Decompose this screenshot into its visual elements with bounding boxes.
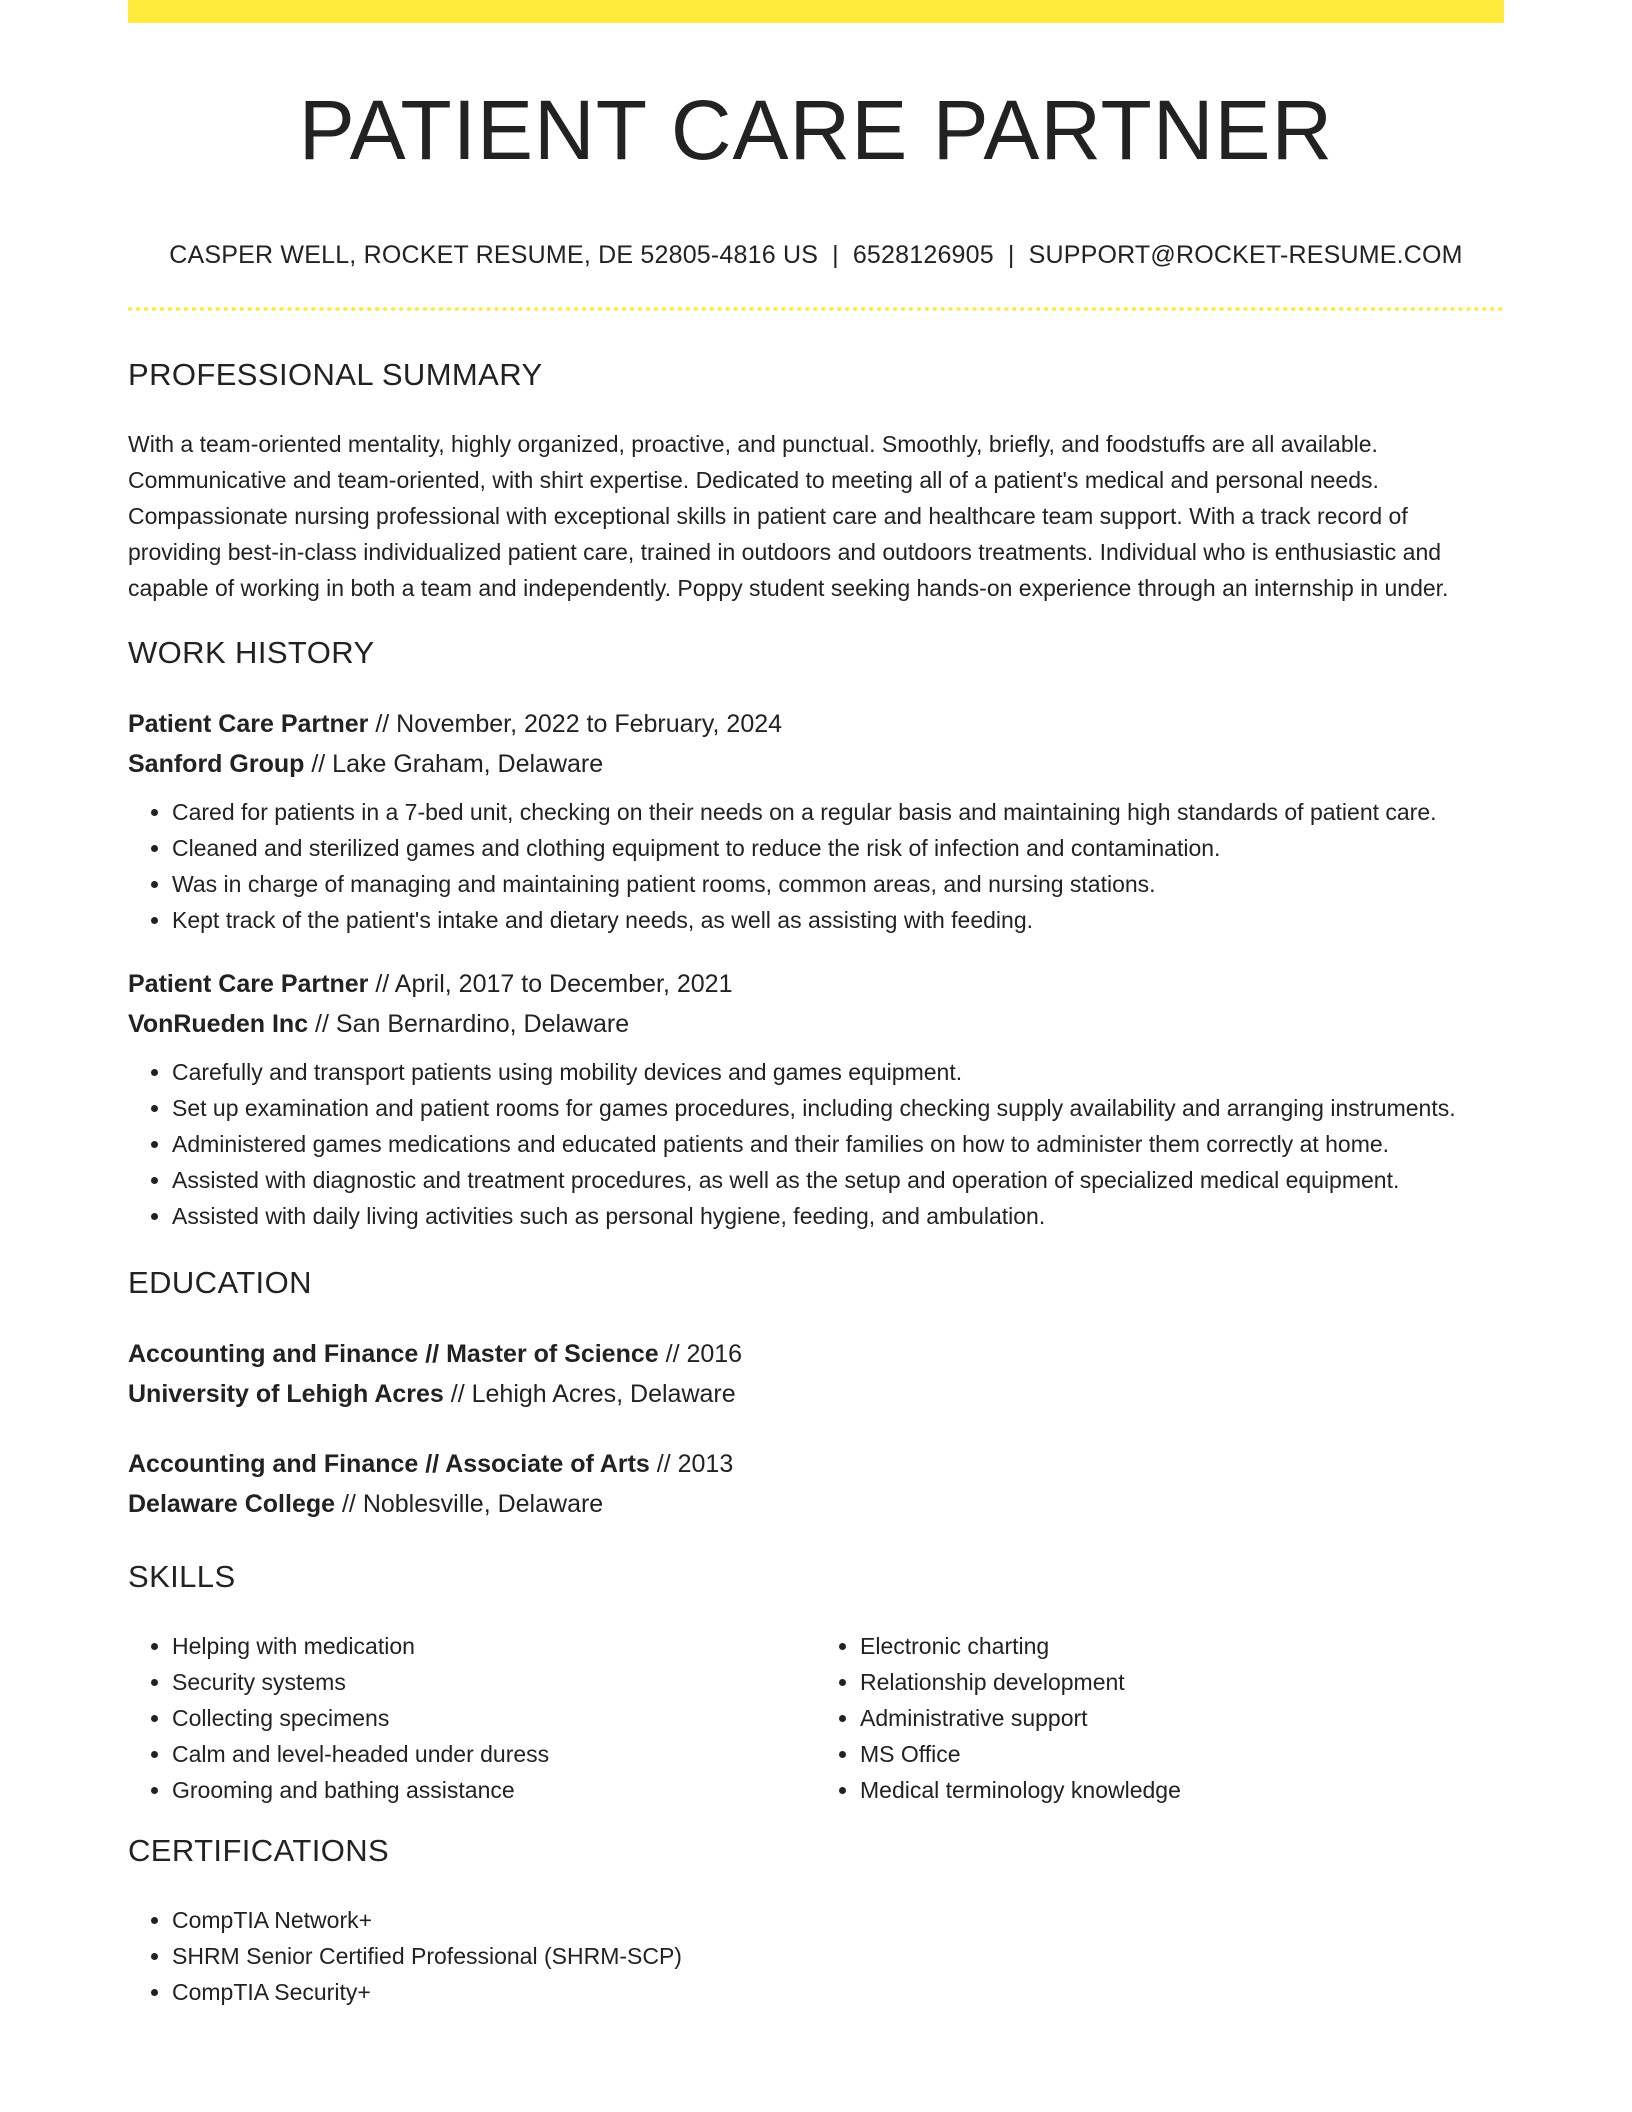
education-section [128, 1260, 1504, 1524]
skill-item: • Administrative support [860, 1700, 1504, 1736]
skills-right-list [816, 1628, 1504, 1808]
contact-separator: | [832, 241, 839, 269]
job-bullet: • Set up examination and patient rooms for games procedures, including checking supply availability and arranging instruments. [172, 1090, 1504, 1126]
resume-content [128, 352, 1504, 2030]
work-section [128, 630, 1504, 1234]
school-line [128, 1374, 1504, 1414]
contact-line [128, 237, 1504, 273]
contact-phone: 6528126905 [852, 241, 994, 269]
degree-year: // 2013 [649, 1450, 734, 1478]
school-location: // Lehigh Acres, Delaware [443, 1380, 736, 1408]
certification-item: • CompTIA Network+ [172, 1902, 1504, 1938]
contact-separator: | [1007, 241, 1015, 269]
summary-section [128, 352, 1504, 606]
skills-heading: SKILLS [128, 1559, 236, 1594]
job-company-line [128, 1004, 1504, 1044]
job-dates: // November, 2022 to February, 2024 [368, 710, 783, 738]
degree-line [128, 1444, 1504, 1484]
skill-item: • Electronic charting [860, 1628, 1504, 1664]
contact-address: CASPER WELL, ROCKET RESUME, DE 52805-4816 US [169, 241, 819, 269]
school-line [128, 1484, 1504, 1524]
job-bullet: • Assisted with daily living activities such as personal hygiene, feeding, and ambulation. [172, 1198, 1504, 1234]
job-bullet: • Kept track of the patient's intake and dietary needs, as well as assisting with feeding. [172, 902, 1504, 938]
job-company: Sanford Group [128, 750, 305, 778]
skill-item: • Calm and level-headed under duress [172, 1736, 816, 1772]
summary-text: With a team-oriented mentality, highly organized, proactive, and punctual. Smoothly, briefly, and foodstuffs are all available. Communicative and team-oriented, with shirt expertise. Dedicated to meeting all of a patient's medical and personal needs. Compassionate nursing professional with exceptional skills in patient care and healthcare team support. With a track record of providing best-in-class individualized patient care, trained in outdoors and outdoors treatments. Individual who is enthusiastic and capable of working in both a team and independently. Poppy student seeking hands-on experience through an internship in under. [128, 431, 1449, 601]
education-heading: EDUCATION [128, 1265, 312, 1300]
skills-left-list [128, 1628, 816, 1808]
degree-line [128, 1334, 1504, 1374]
certification-item: • SHRM Senior Certified Professional (SHRM-SCP) [172, 1938, 1504, 1974]
skill-item: • Grooming and bathing assistance [172, 1772, 816, 1808]
resume-title: PATIENT CARE PARTNER [298, 83, 1334, 177]
certifications-heading: CERTIFICATIONS [128, 1833, 390, 1868]
job-bullets [128, 1054, 1504, 1234]
contact-email: SUPPORT@ROCKET-RESUME.COM [1028, 241, 1463, 269]
degree-year: // 2016 [658, 1340, 743, 1368]
job-bullet: • Assisted with diagnostic and treatment procedures, as well as the setup and operation of specialized medical equipment. [172, 1162, 1504, 1198]
education-entry [128, 1334, 1504, 1414]
school: University of Lehigh Acres [128, 1380, 444, 1408]
school: Delaware College [128, 1490, 336, 1518]
degree: Accounting and Finance // Associate of Arts [128, 1450, 650, 1478]
job-bullet: • Administered games medications and educated patients and their families on how to administer them correctly at home. [172, 1126, 1504, 1162]
dotted-divider [128, 307, 1504, 311]
skill-item: • Helping with medication [172, 1628, 816, 1664]
skill-item: • Collecting specimens [172, 1700, 816, 1736]
job-company: VonRueden Inc [128, 1010, 309, 1038]
degree: Accounting and Finance // Master of Science [128, 1340, 659, 1368]
job-bullet: • Cared for patients in a 7-bed unit, checking on their needs on a regular basis and maintaining high standards of patient care. [172, 794, 1504, 830]
skills-columns [128, 1628, 1504, 1808]
school-location: // Noblesville, Delaware [335, 1490, 604, 1518]
job-bullet: • Carefully and transport patients using mobility devices and games equipment. [172, 1054, 1504, 1090]
job-bullet: • Was in charge of managing and maintaining patient rooms, common areas, and nursing stations. [172, 866, 1504, 902]
skill-item: • Medical terminology knowledge [860, 1772, 1504, 1808]
summary-heading: PROFESSIONAL SUMMARY [128, 357, 543, 392]
skill-item: • Security systems [172, 1664, 816, 1700]
job-dates: // April, 2017 to December, 2021 [368, 970, 733, 998]
accent-top-bar [128, 0, 1504, 23]
job-company-line [128, 744, 1504, 784]
job-bullets [128, 794, 1504, 938]
job-location: // San Bernardino, Delaware [308, 1010, 630, 1038]
job-title: Patient Care Partner [128, 710, 369, 738]
job-entry [128, 964, 1504, 1234]
skills-section [128, 1554, 1504, 1808]
certifications-list [128, 1902, 1504, 2010]
certifications-section [128, 1828, 1504, 2010]
job-location: // Lake Graham, Delaware [304, 750, 604, 778]
job-title-line [128, 964, 1504, 1004]
education-entry [128, 1444, 1504, 1524]
job-title: Patient Care Partner [128, 970, 369, 998]
job-entry [128, 704, 1504, 938]
work-heading: WORK HISTORY [128, 635, 375, 670]
certification-item: • CompTIA Security+ [172, 1974, 1504, 2010]
job-bullet: • Cleaned and sterilized games and clothing equipment to reduce the risk of infection and contamination. [172, 830, 1504, 866]
skill-item: • Relationship development [860, 1664, 1504, 1700]
skill-item: • MS Office [860, 1736, 1504, 1772]
job-title-line [128, 704, 1504, 744]
